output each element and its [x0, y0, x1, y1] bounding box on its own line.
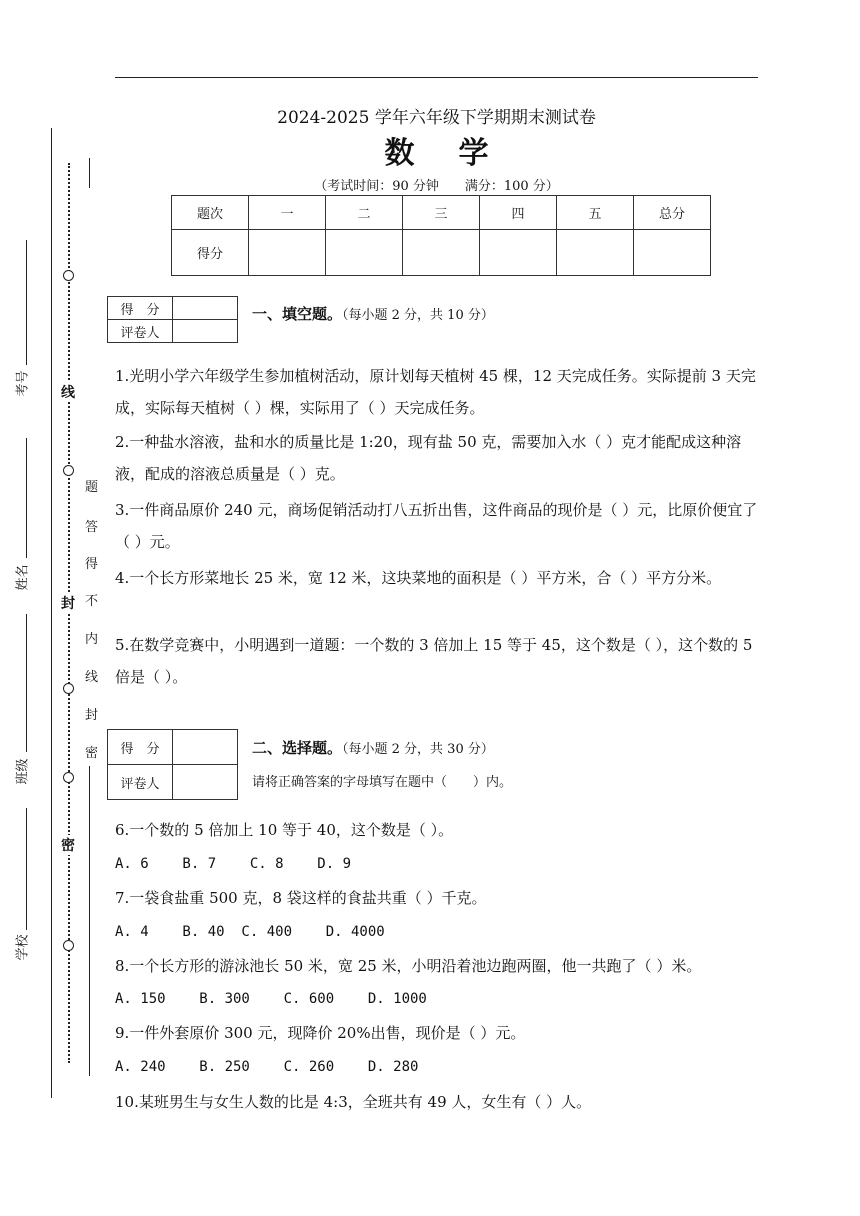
- score-table-score-row: [172, 230, 711, 276]
- section2-title: 二、选择题。: [252, 739, 343, 757]
- score-entry[interactable]: [326, 230, 403, 276]
- grader-box-1: [107, 296, 238, 343]
- warning-char: 不: [85, 594, 99, 609]
- binding-hole-circle: [63, 270, 74, 281]
- score-cell: 总分: [634, 196, 711, 230]
- question-7-options: A. 4 B. 40 C. 400 D. 4000: [115, 924, 385, 940]
- binding-dotted-line: [68, 163, 70, 1063]
- question-9: 9.一件外套原价 300 元，现降价 20%出售，现价是（ ）元。: [115, 1024, 526, 1042]
- warning-char: 答: [85, 520, 99, 535]
- warning-char: 得: [85, 557, 99, 572]
- grader-score-label: 得 分: [108, 297, 173, 320]
- binding-inner-line-bottom: [89, 766, 90, 1076]
- section2-heading: [252, 737, 494, 758]
- question-4: 4.一个长方形菜地长 25 米，宽 12 米，这块菜地的面积是（ ）平方米，合（ ）平方分米。: [115, 569, 722, 587]
- binding-outer-line: [51, 128, 52, 1098]
- question-9-options: A. 240 B. 250 C. 260 D. 280: [115, 1059, 419, 1075]
- seal-char-mi: 密: [61, 835, 75, 855]
- grader-score-entry[interactable]: [173, 730, 238, 765]
- grader-score-label: 得 分: [108, 730, 173, 765]
- field-line-class[interactable]: [26, 614, 27, 752]
- question-6-options: A. 6 B. 7 C. 8 D. 9: [115, 856, 352, 872]
- score-entry[interactable]: [557, 230, 634, 276]
- exam-meta: （考试时间：90 分钟 满分：100 分）: [314, 179, 559, 194]
- warning-char: 内: [85, 632, 99, 647]
- grader-name-label: 评卷人: [108, 320, 173, 343]
- question-8-options: A. 150 B. 300 C. 600 D. 1000: [115, 991, 427, 1007]
- score-entry[interactable]: [634, 230, 711, 276]
- section2-instruction: 请将正确答案的字母填写在题中（ ）内。: [252, 775, 513, 790]
- warning-char: 封: [85, 708, 99, 723]
- exam-title: 2024-2025 学年六年级下学期期末测试卷: [277, 108, 596, 128]
- binding-hole-circle: [63, 683, 74, 694]
- binding-hole-circle: [63, 940, 74, 951]
- grader-score-entry[interactable]: [173, 297, 238, 320]
- field-label-exam-number: 考号: [15, 370, 31, 397]
- field-line-exam-number[interactable]: [26, 240, 27, 365]
- score-cell: 五: [557, 196, 634, 230]
- section1-note: （每小题 2 分，共 10 分）: [342, 308, 494, 323]
- score-cell: 二: [326, 196, 403, 230]
- field-line-school[interactable]: [26, 808, 27, 930]
- subject-title: 数学: [384, 136, 533, 171]
- question-3: 3.一件商品原价 240 元，商场促销活动打八五折出售，这件商品的现价是（ ）元，比原价便宜了（ ）元。: [115, 501, 758, 551]
- top-rule: [115, 77, 758, 78]
- score-entry[interactable]: [480, 230, 557, 276]
- score-entry[interactable]: [403, 230, 480, 276]
- binding-hole-circle: [63, 772, 74, 783]
- question-10: 10.某班男生与女生人数的比是 4:3，全班共有 49 人，女生有（ ）人。: [115, 1093, 592, 1111]
- field-line-name[interactable]: [26, 438, 27, 558]
- score-cell: 题次: [172, 196, 249, 230]
- score-cell: 四: [480, 196, 557, 230]
- score-entry[interactable]: [249, 230, 326, 276]
- warning-char: 密: [85, 746, 99, 761]
- seal-char-feng: 封: [61, 593, 75, 613]
- seal-char-xian: 线: [61, 382, 75, 402]
- question-8: 8.一个长方形的游泳池长 50 米，宽 25 米，小明沿着池边跑两圈，他一共跑了（ ）米。: [115, 957, 702, 975]
- score-table-header-row: [172, 196, 711, 230]
- section1-heading: [252, 303, 494, 324]
- field-label-school: 学校: [15, 934, 31, 961]
- question-5: 5.在数学竞赛中，小明遇到一道题：一个数的 3 倍加上 15 等于 45，这个数是（ ），这个数的 5 倍是（ ）。: [115, 636, 753, 686]
- score-table: [171, 195, 711, 276]
- warning-char: 线: [85, 670, 99, 685]
- section2-note: （每小题 2 分，共 30 分）: [342, 742, 494, 757]
- question-2: 2.一种盐水溶液，盐和水的质量比是 1:20，现有盐 50 克，需要加入水（ ）克才能配成这种溶液，配成的溶液总质量是（ ）克。: [115, 433, 742, 483]
- question-7: 7.一袋食盐重 500 克，8 袋这样的食盐共重（ ）千克。: [115, 889, 487, 907]
- field-label-class: 班级: [15, 758, 31, 785]
- binding-hole-circle: [63, 465, 74, 476]
- section1-title: 一、填空题。: [252, 305, 343, 323]
- binding-inner-line-top: [89, 158, 90, 188]
- field-label-name: 姓名: [15, 564, 31, 591]
- grader-name-entry[interactable]: [173, 320, 238, 343]
- question-6: 6.一个数的 5 倍加上 10 等于 40，这个数是（ ）。: [115, 821, 454, 839]
- grader-box-2: [107, 729, 238, 800]
- question-1: 1.光明小学六年级学生参加植树活动，原计划每天植树 45 棵，12 天完成任务。实际提前 3 天完成，实际每天植树（ ）棵，实际用了（ ）天完成任务。: [115, 367, 756, 417]
- score-cell: 三: [403, 196, 480, 230]
- grader-name-label: 评卷人: [108, 765, 173, 800]
- score-cell: 一: [249, 196, 326, 230]
- warning-char: 题: [85, 480, 99, 495]
- grader-name-entry[interactable]: [173, 765, 238, 800]
- score-row-label: 得分: [172, 230, 249, 276]
